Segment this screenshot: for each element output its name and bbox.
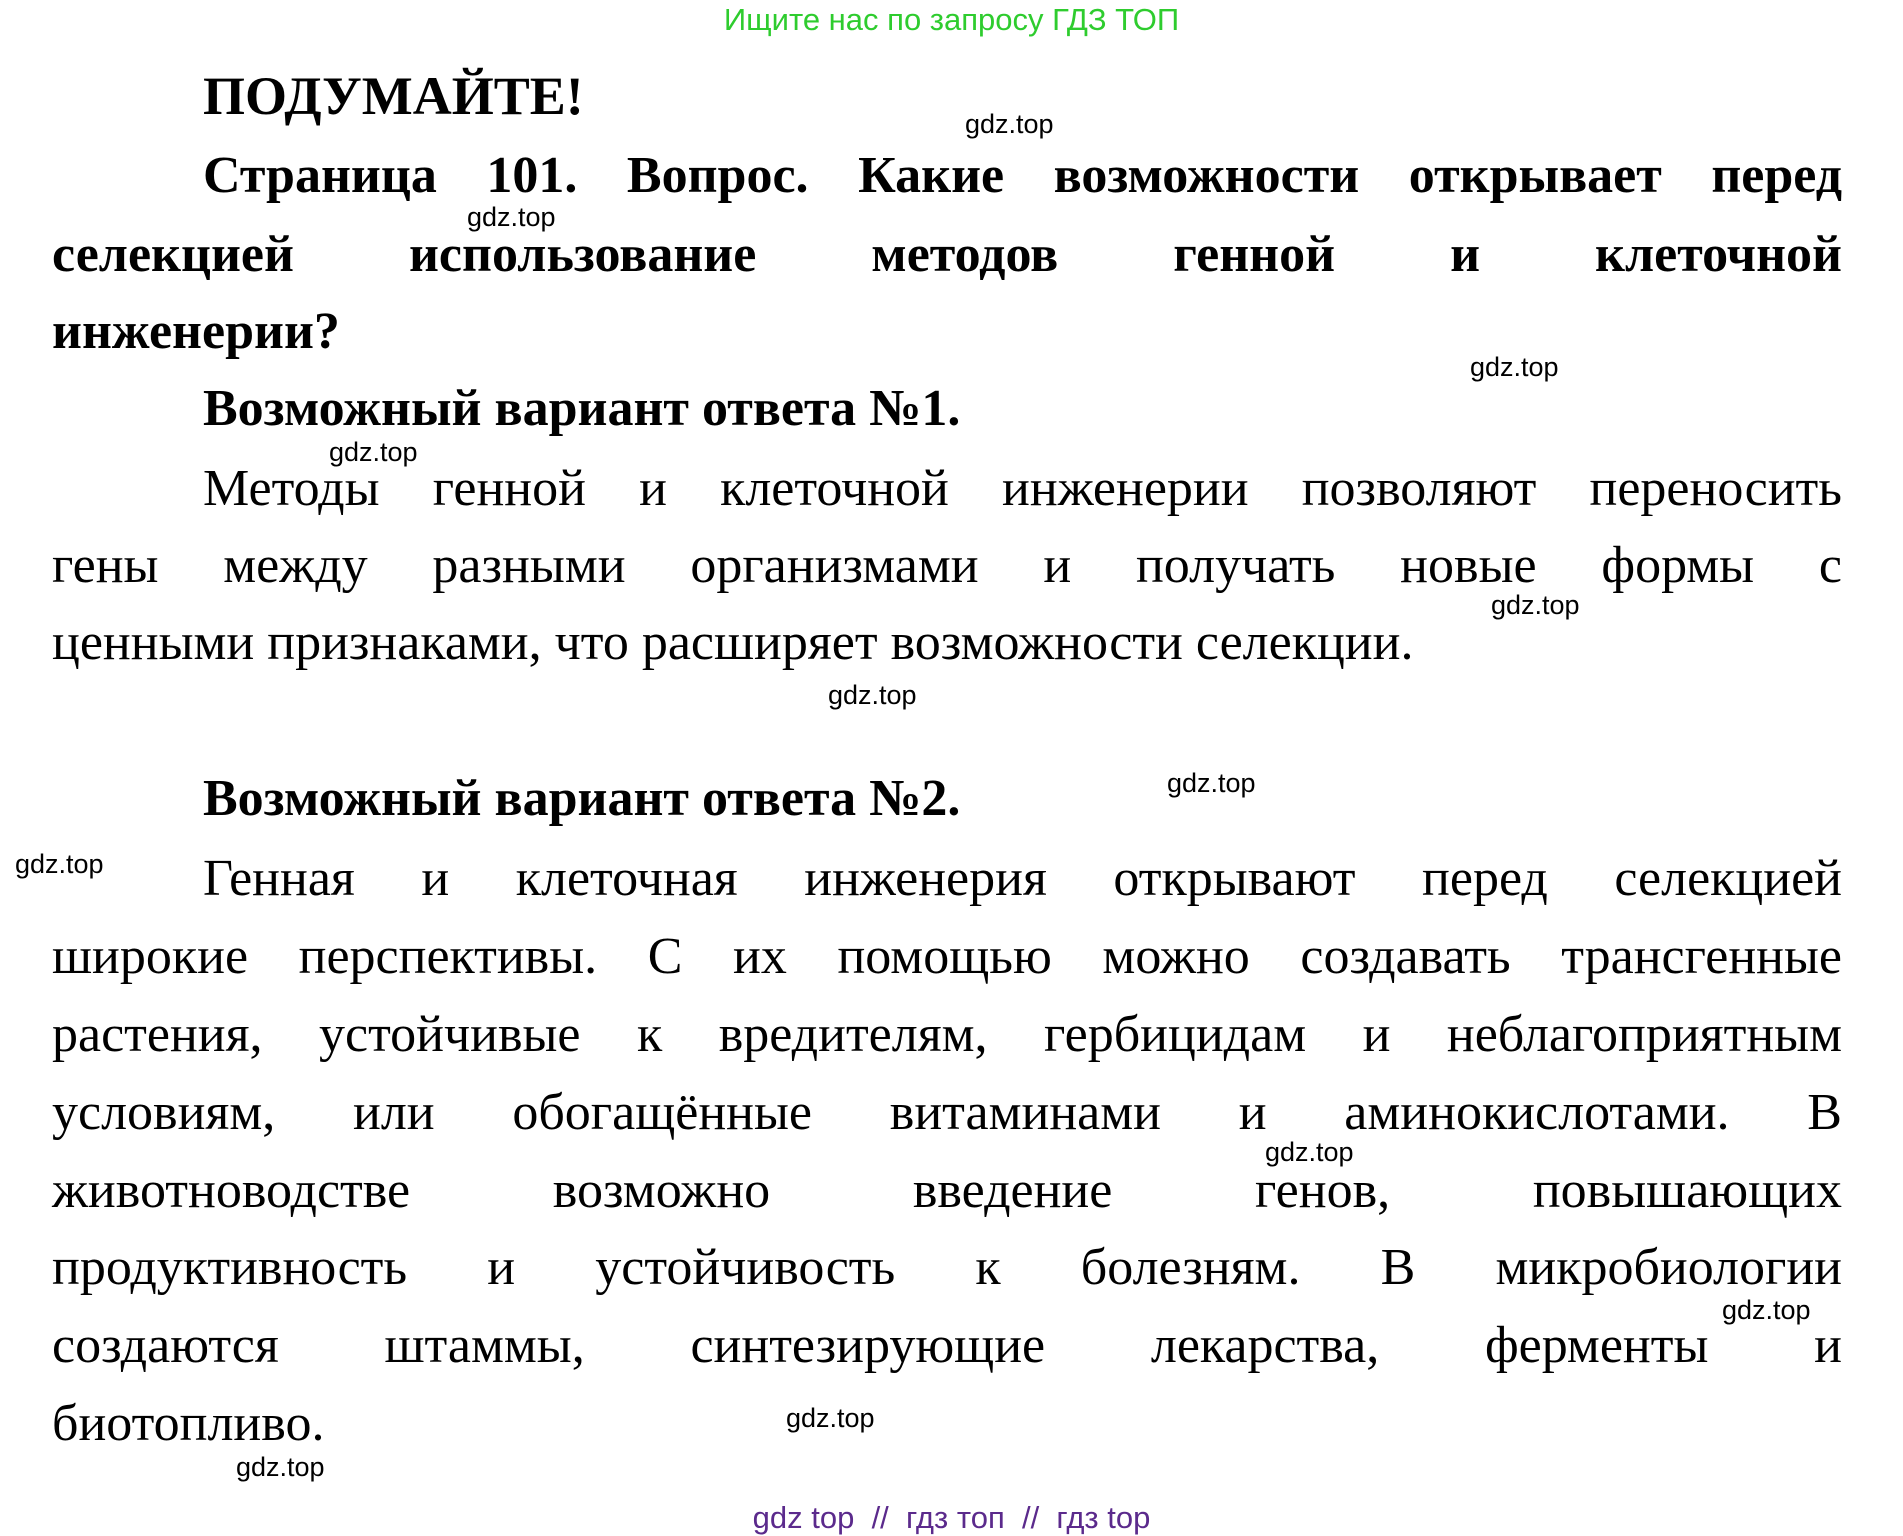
answer1-line: ценными признаками, что расширяет возможности селекции. <box>52 614 1414 671</box>
search-banner: Ищите нас по запросу ГДЗ ТОП <box>723 2 1180 37</box>
watermark: gdz.top <box>467 202 556 232</box>
watermark: gdz.top <box>329 437 418 467</box>
watermark: gdz.top <box>236 1452 325 1482</box>
answer1-line: гены между разными организмами и получать новые формы с <box>52 537 1842 594</box>
question-line: селекцией использование методов генной и клеточной <box>52 226 1842 283</box>
answer2-line: продуктивность и устойчивость к болезням. В микробиологии <box>52 1239 1842 1296</box>
answer2-heading: Возможный вариант ответа №2. <box>203 770 961 827</box>
answer2-line: условиям, или обогащённые витаминами и аминокислотами. В <box>52 1084 1842 1141</box>
page-title: ПОДУМАЙТЕ! <box>203 66 584 126</box>
watermark: gdz.top <box>15 849 104 879</box>
watermark: gdz.top <box>1265 1137 1354 1167</box>
answer2-line: животноводстве возможно введение генов, повышающих <box>52 1162 1842 1219</box>
watermark: gdz.top <box>1167 768 1256 798</box>
answer2-line: создаются штаммы, синтезирующие лекарства, ферменты и <box>52 1317 1842 1374</box>
watermark: gdz.top <box>965 109 1054 139</box>
answer1-line: Методы генной и клеточной инженерии позволяют переносить <box>203 460 1842 517</box>
answer2-line: растения, устойчивые к вредителям, гербицидам и неблагоприятным <box>52 1006 1842 1063</box>
answer2-line: биотопливо. <box>52 1395 325 1452</box>
question-line: Страница 101. Вопрос. Какие возможности открывает перед <box>203 147 1842 204</box>
answer1-heading: Возможный вариант ответа №1. <box>203 380 961 437</box>
answer2-line: Генная и клеточная инженерия открывают перед селекцией <box>203 850 1842 907</box>
watermark: gdz.top <box>1470 352 1559 382</box>
watermark: gdz.top <box>1722 1295 1811 1325</box>
footer-watermark: gdz top // гдз топ // гдз top <box>752 1500 1151 1535</box>
watermark: gdz.top <box>1491 590 1580 620</box>
watermark: gdz.top <box>828 680 917 710</box>
answer2-line: широкие перспективы. С их помощью можно создавать трансгенные <box>52 928 1842 985</box>
watermark: gdz.top <box>786 1403 875 1433</box>
question-line: инженерии? <box>52 303 340 360</box>
